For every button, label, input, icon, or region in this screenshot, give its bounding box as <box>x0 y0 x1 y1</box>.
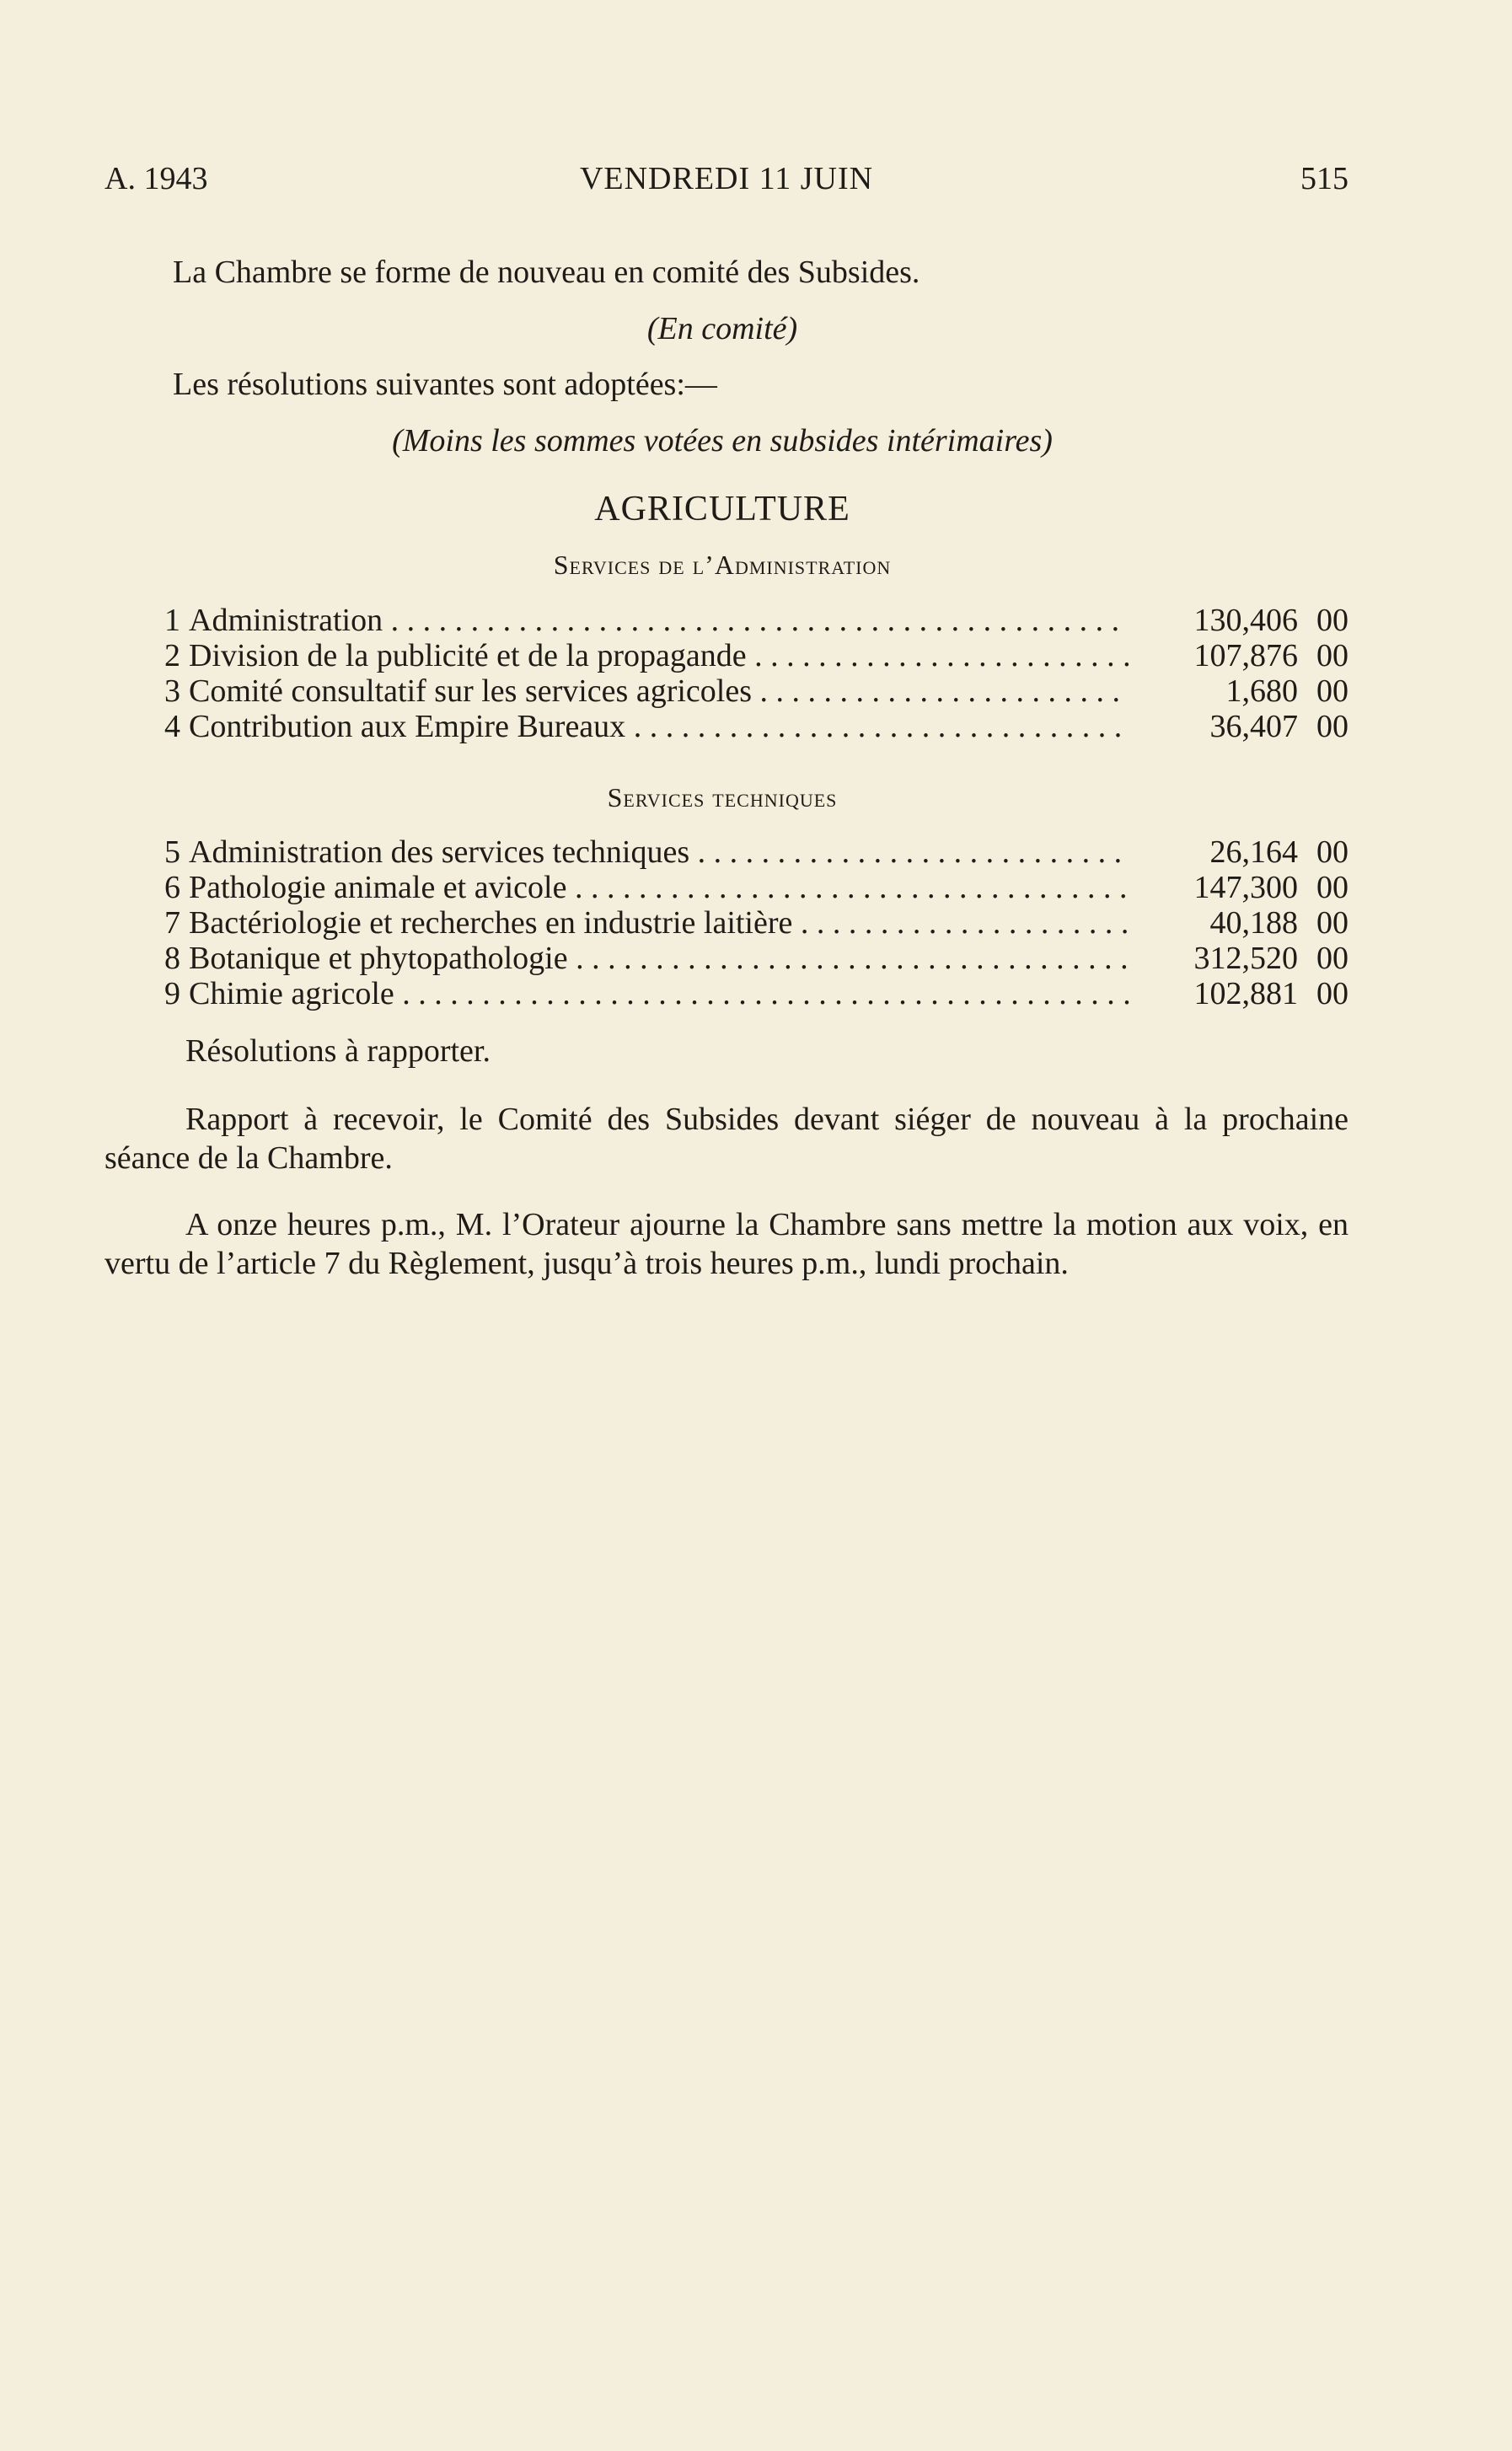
resolutions-intro: Les résolutions suivantes sont adoptées:— <box>173 367 717 402</box>
adjournment-paragraph: A onze heures p.m., M. l’Orateur ajourne la Chambre sans mettre la motion aux voix, en vertu de l’article 7 du Règlement, jusqu’à trois heures p.m., lundi prochain. <box>105 1207 1348 1281</box>
item-cents: 00 <box>1316 638 1348 673</box>
item-amount: 147,300 <box>1129 870 1298 905</box>
item-label: Contribution aux Empire Bureaux . . . <box>189 709 1150 744</box>
item-label: Chimie agricole . . . <box>189 976 1150 1011</box>
item-label: Division de la publicité et de la propagande . . . <box>189 638 1150 673</box>
header-date: VENDREDI 11 JUIN <box>579 161 874 196</box>
item-label: Administration des services techniques . . . <box>189 834 1150 870</box>
page-header <box>105 160 1348 202</box>
items-list-techniques <box>143 834 1348 1011</box>
item-amount: 102,881 <box>1129 976 1298 1011</box>
section-heading-administration: Services de l’Administration <box>553 550 892 580</box>
list-item <box>143 870 1348 905</box>
item-cents: 00 <box>1316 941 1348 976</box>
list-item <box>143 603 1348 638</box>
report-paragraph: Rapport à recevoir, le Comité des Subsides devant siéger de nouveau à la prochaine séance de la Chambre. <box>105 1102 1348 1176</box>
item-label: Comité consultatif sur les services agricoles . . . <box>189 673 1150 709</box>
item-cents: 00 <box>1316 709 1348 744</box>
item-number: 4 <box>164 709 180 744</box>
item-number: 3 <box>164 673 180 709</box>
list-item <box>143 834 1348 870</box>
page-number: 515 <box>1300 161 1348 196</box>
item-amount: 312,520 <box>1129 941 1298 976</box>
item-number: 7 <box>164 905 180 941</box>
list-item <box>143 941 1348 976</box>
item-cents: 00 <box>1316 905 1348 941</box>
interim-note: (Moins les sommes votées en subsides intérimaires) <box>392 423 1053 459</box>
item-cents: 00 <box>1316 870 1348 905</box>
item-number: 5 <box>164 834 180 870</box>
item-amount: 1,680 <box>1129 673 1298 709</box>
list-item <box>143 638 1348 673</box>
list-item <box>143 709 1348 744</box>
item-amount: 40,188 <box>1129 905 1298 941</box>
item-label: Bactériologie et recherches en industrie laitière . . . <box>189 905 1150 941</box>
header-session: A. 1943 <box>105 161 208 196</box>
item-cents: 00 <box>1316 673 1348 709</box>
item-cents: 00 <box>1316 834 1348 870</box>
item-number: 6 <box>164 870 180 905</box>
item-label: Administration . . . <box>189 603 1150 638</box>
item-number: 8 <box>164 941 180 976</box>
item-number: 9 <box>164 976 180 1011</box>
item-label: Pathologie animale et avicole . . . <box>189 870 1150 905</box>
item-label: Botanique et phytopathologie . . . <box>189 941 1150 976</box>
item-number: 1 <box>164 603 180 638</box>
item-amount: 36,407 <box>1129 709 1298 744</box>
en-comite-note: (En comité) <box>646 311 798 346</box>
item-amount: 26,164 <box>1129 834 1298 870</box>
item-amount: 107,876 <box>1129 638 1298 673</box>
section-title: AGRICULTURE <box>594 490 850 528</box>
items-list-administration <box>143 603 1348 744</box>
section-heading-techniques: Services techniques <box>607 782 838 813</box>
resolutions-note: Résolutions à rapporter. <box>185 1033 491 1069</box>
item-cents: 00 <box>1316 976 1348 1011</box>
item-amount: 130,406 <box>1129 603 1298 638</box>
item-cents: 00 <box>1316 603 1348 638</box>
list-item <box>143 673 1348 709</box>
intro-line: La Chambre se forme de nouveau en comité des Subsides. <box>173 255 920 290</box>
list-item <box>143 976 1348 1011</box>
list-item <box>143 905 1348 941</box>
item-number: 2 <box>164 638 180 673</box>
